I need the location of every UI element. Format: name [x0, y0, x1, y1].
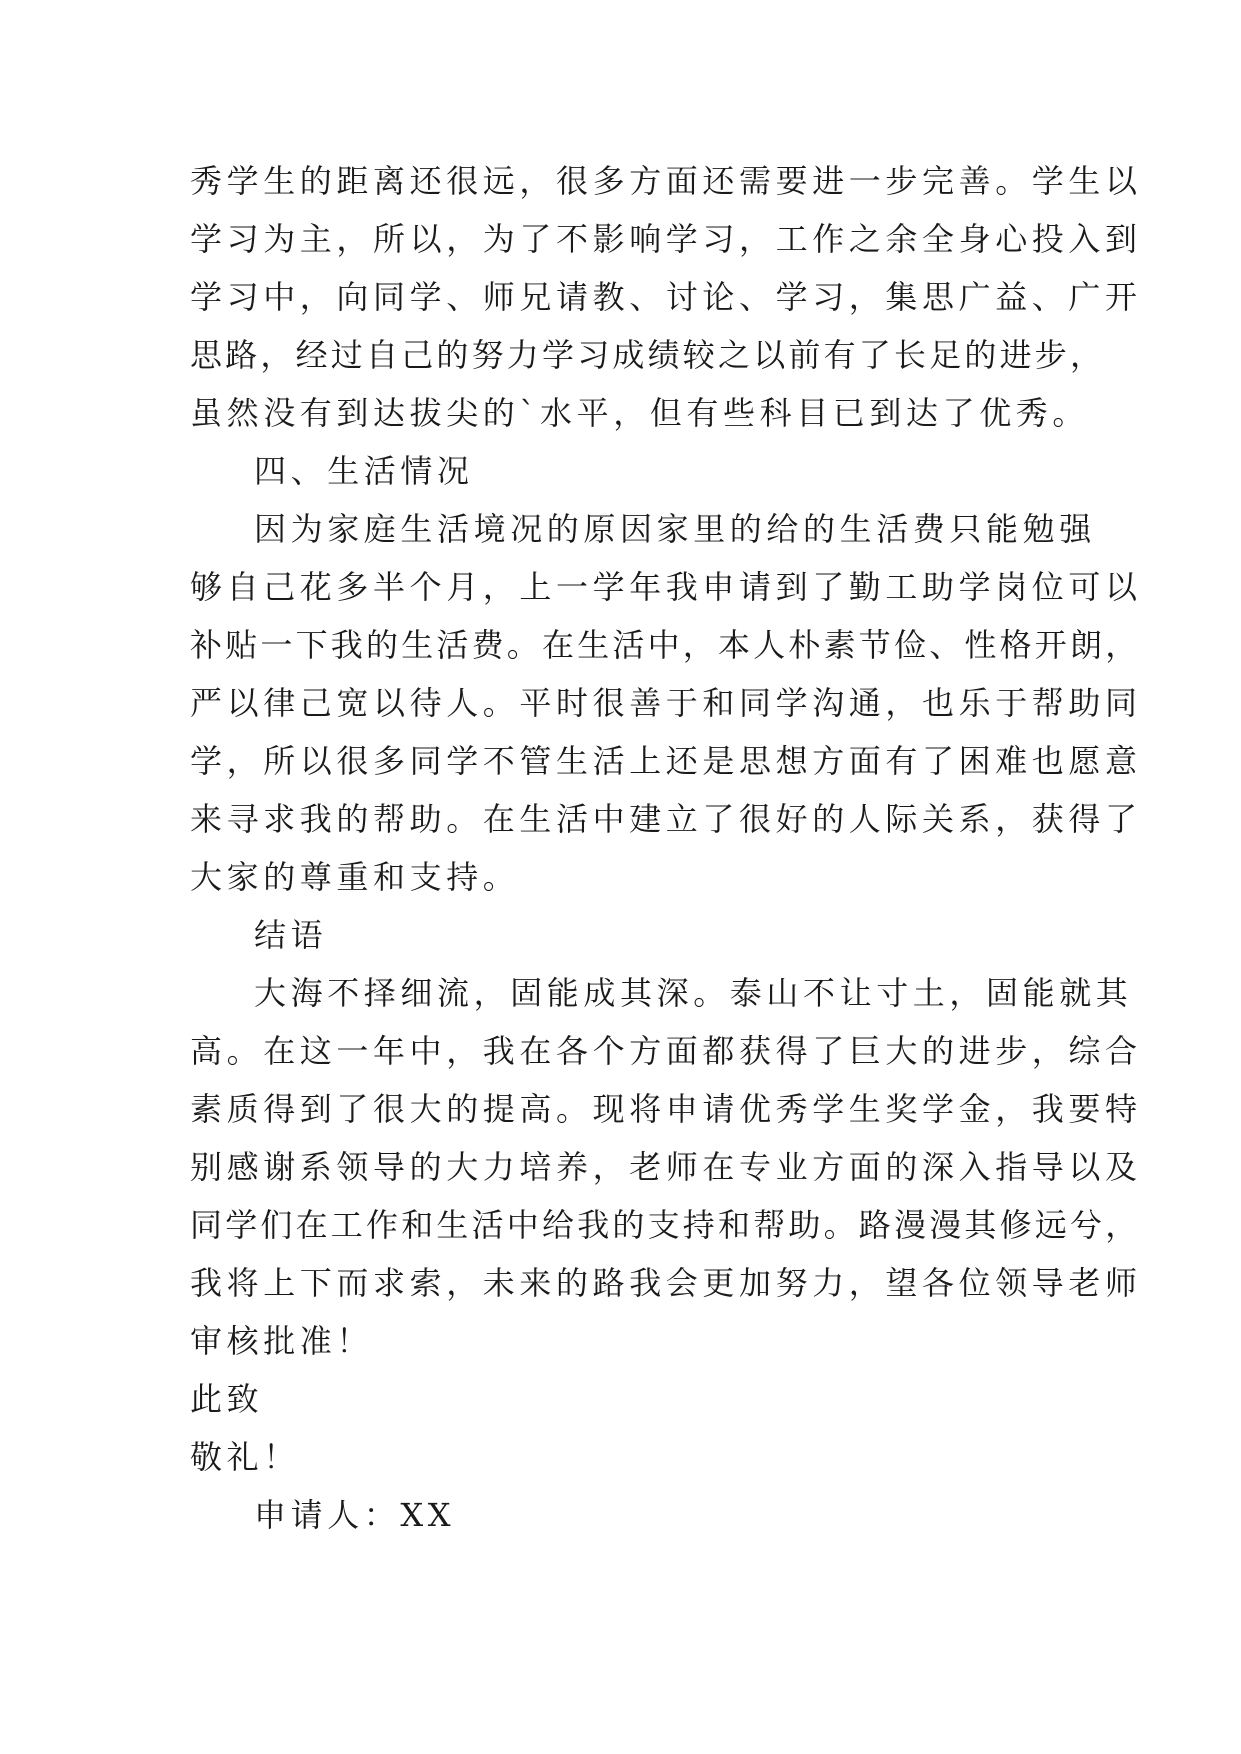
paragraph-line: 够自己花多半个月，上一学年我申请到了勤工助学岗位可以 [190, 568, 1142, 606]
paragraph-line: 高。在这一年中，我在各个方面都获得了巨大的进步，综合 [190, 1032, 1142, 1070]
paragraph-line: 来寻求我的帮助。在生活中建立了很好的人际关系，获得了 [190, 800, 1142, 838]
document-body [190, 152, 1142, 1544]
paragraph-line: 大家的尊重和支持。 [190, 858, 520, 896]
paragraph-line: 别感谢系领导的大力培养，老师在专业方面的深入指导以及 [190, 1148, 1142, 1186]
paragraph-line: 虽然没有到达拔尖的`水平，但有些科目已到达了优秀。 [190, 394, 1090, 432]
paragraph-line: 我将上下而求索，未来的路我会更加努力，望各位领导老师 [190, 1264, 1142, 1302]
closing-salutation: 此致 [190, 1380, 264, 1418]
paragraph-line: 大海不择细流，固能成其深。泰山不让寸土，固能就其 [254, 974, 1133, 1012]
closing-regards: 敬礼！ [190, 1438, 300, 1476]
section-heading-conclusion: 结语 [254, 916, 328, 954]
paragraph-line: 严以律己宽以待人。平时很善于和同学沟通，也乐于帮助同 [190, 684, 1142, 722]
paragraph-line: 补贴一下我的生活费。在生活中，本人朴素节俭、性格开朗， [190, 626, 1141, 664]
paragraph-line: 学，所以很多同学不管生活上还是思想方面有了困难也愿意 [190, 742, 1142, 780]
paragraph-line: 学习为主，所以，为了不影响学习，工作之余全身心投入到 [190, 220, 1142, 258]
paragraph-line: 学习中，向同学、师兄请教、讨论、学习，集思广益、广开 [190, 278, 1142, 316]
section-heading-life: 四、生活情况 [254, 452, 474, 490]
paragraph-line: 秀学生的距离还很远，很多方面还需要进一步完善。学生以 [190, 162, 1142, 200]
paragraph-line: 思路，经过自己的努力学习成绩较之以前有了长足的进步， [190, 336, 1106, 374]
paragraph-line: 同学们在工作和生活中给我的支持和帮助。路漫漫其修远兮， [190, 1206, 1141, 1244]
applicant-signature: 申请人：XX [254, 1496, 456, 1534]
paragraph-line: 素质得到了很大的提高。现将申请优秀学生奖学金，我要特 [190, 1090, 1142, 1128]
paragraph-line: 审核批准！ [190, 1322, 374, 1360]
paragraph-line: 因为家庭生活境况的原因家里的给的生活费只能勉强 [254, 510, 1096, 548]
